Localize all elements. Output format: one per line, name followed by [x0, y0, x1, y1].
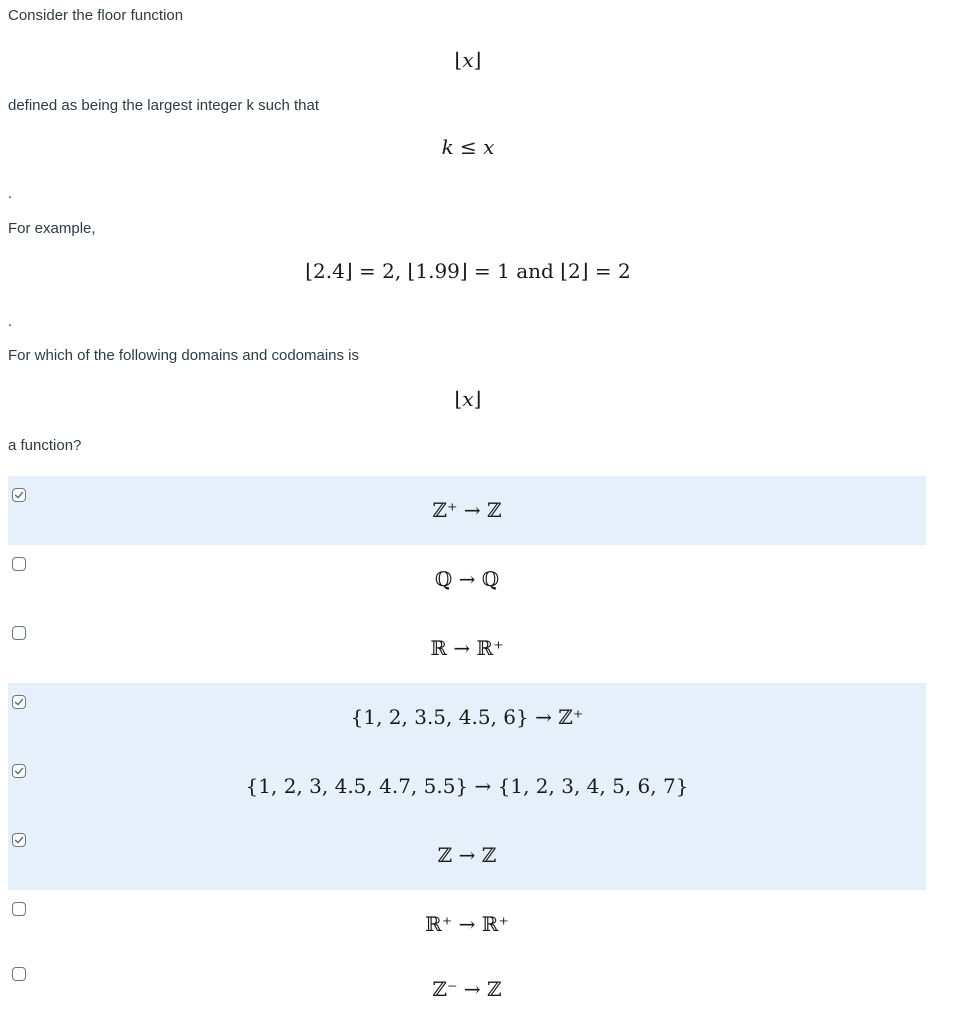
answer-option[interactable] [8, 683, 926, 752]
answer-option[interactable] [8, 890, 926, 959]
example-expression: ⌊2.4⌋ = 2, ⌊1.99⌋ = 1 and ⌊2⌋ = 2 [305, 259, 631, 283]
answer-option[interactable] [8, 752, 926, 821]
period-2: . [8, 313, 13, 330]
answer-option[interactable] [8, 955, 926, 1024]
answer-option[interactable] [8, 476, 926, 545]
floor-expression-2: ⌊𝑥⌋ [454, 387, 482, 411]
question-intro: Consider the floor function [8, 7, 184, 24]
question-prompt-end: a function? [8, 437, 82, 454]
answer-label: ℤ → ℤ [437, 843, 497, 867]
answer-option[interactable] [8, 614, 926, 683]
inequality-expression: 𝑘 ≤ 𝑥 [441, 135, 495, 159]
answer-label: ℤ⁺ → ℤ [432, 498, 502, 522]
floor-expression: ⌊𝑥⌋ [454, 48, 482, 72]
answer-label: ℚ → ℚ [434, 567, 500, 591]
answer-label: {1, 2, 3.5, 4.5, 6} → ℤ⁺ [350, 705, 584, 729]
question-definition: defined as being the largest integer k such that [8, 97, 320, 114]
example-label: For example, [8, 220, 96, 237]
question-prompt: For which of the following domains and codomains is [8, 347, 360, 364]
period-1: . [8, 185, 13, 202]
answer-label: ℝ → ℝ⁺ [430, 636, 504, 660]
answer-label: ℤ⁻ → ℤ [432, 977, 502, 1001]
answer-label: {1, 2, 3, 4.5, 4.7, 5.5} → {1, 2, 3, 4, 5, 6, 7} [245, 774, 689, 798]
answer-option[interactable] [8, 545, 926, 614]
answer-option[interactable] [8, 821, 926, 890]
answer-label: ℝ⁺ → ℝ⁺ [425, 912, 509, 936]
